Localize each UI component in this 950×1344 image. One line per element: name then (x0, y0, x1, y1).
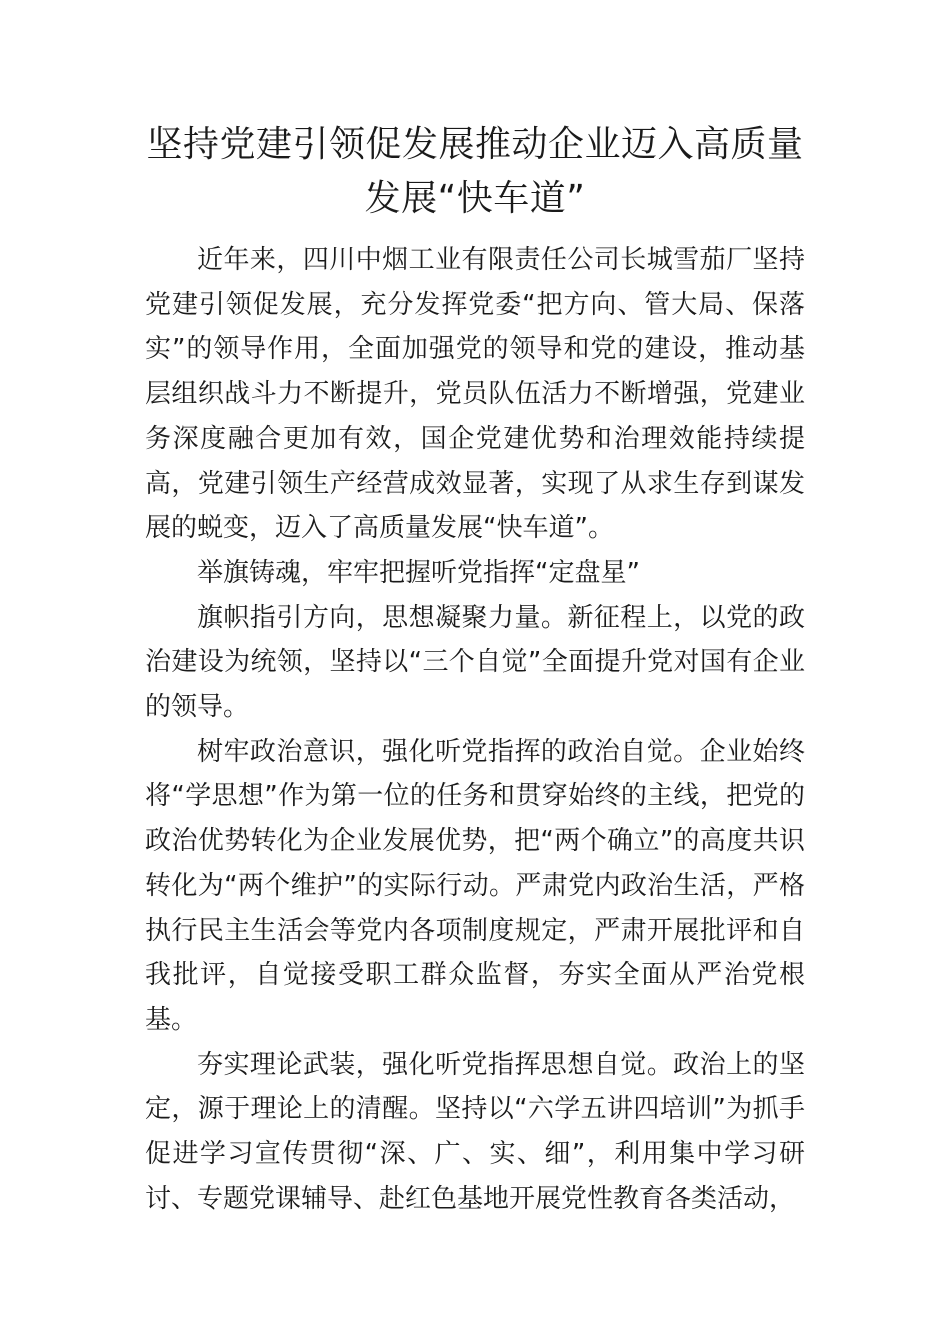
paragraph-flag: 旗帜指引方向，思想凝聚力量。新征程上，以党的政治建设为统领，坚持以“三个自觉”全面提升党对国有企业的领导。 (145, 602, 805, 723)
paragraph-political-awareness: 树牢政治意识，强化听党指挥的政治自觉。企业始终将“学思想”作为第一位的任务和贯穿始终的主线，把党的政治优势转化为企业发展优势，把“两个确立”的高度共识转化为“两个维护”的实际行动。严肃党内政治生活，严格执行民主生活会等党内各项制度规定，严肃开展批评和自我批评，自觉接受职工群众监督，夯实全面从严治党根基。 (145, 736, 805, 1035)
document-title (145, 118, 805, 226)
title-line-1: 坚持党建引领促发展推动企业迈入高质量 (146, 124, 804, 165)
document-body (145, 238, 805, 1221)
paragraph-intro: 近年来，四川中烟工业有限责任公司长城雪茄厂坚持党建引领促发展，充分发挥党委“把方向、管大局、保落实”的领导作用，全面加强党的领导和党的建设，推动基层组织战斗力不断提升，党员队伍活力不断增强，党建业务深度融合更加有效，国企党建优势和治理效能持续提高，党建引领生产经营成效显著，实现了从求生存到谋发展的蜕变，迈入了高质量发展“快车道”。 (145, 245, 805, 544)
paragraph-theory: 夯实理论武装，强化听党指挥思想自觉。政治上的坚定，源于理论上的清醒。坚持以“六学五讲四培训”为抓手促进学习宣传贯彻“深、广、实、细”，利用集中学习研讨、专题党课辅导、赴红色基地开展党性教育各类活动， (145, 1049, 805, 1214)
title-line-2: 发展“快车道” (364, 178, 586, 219)
section-heading: 举旗铸魂，牢牢把握听党指挥“定盘星” (197, 557, 640, 588)
